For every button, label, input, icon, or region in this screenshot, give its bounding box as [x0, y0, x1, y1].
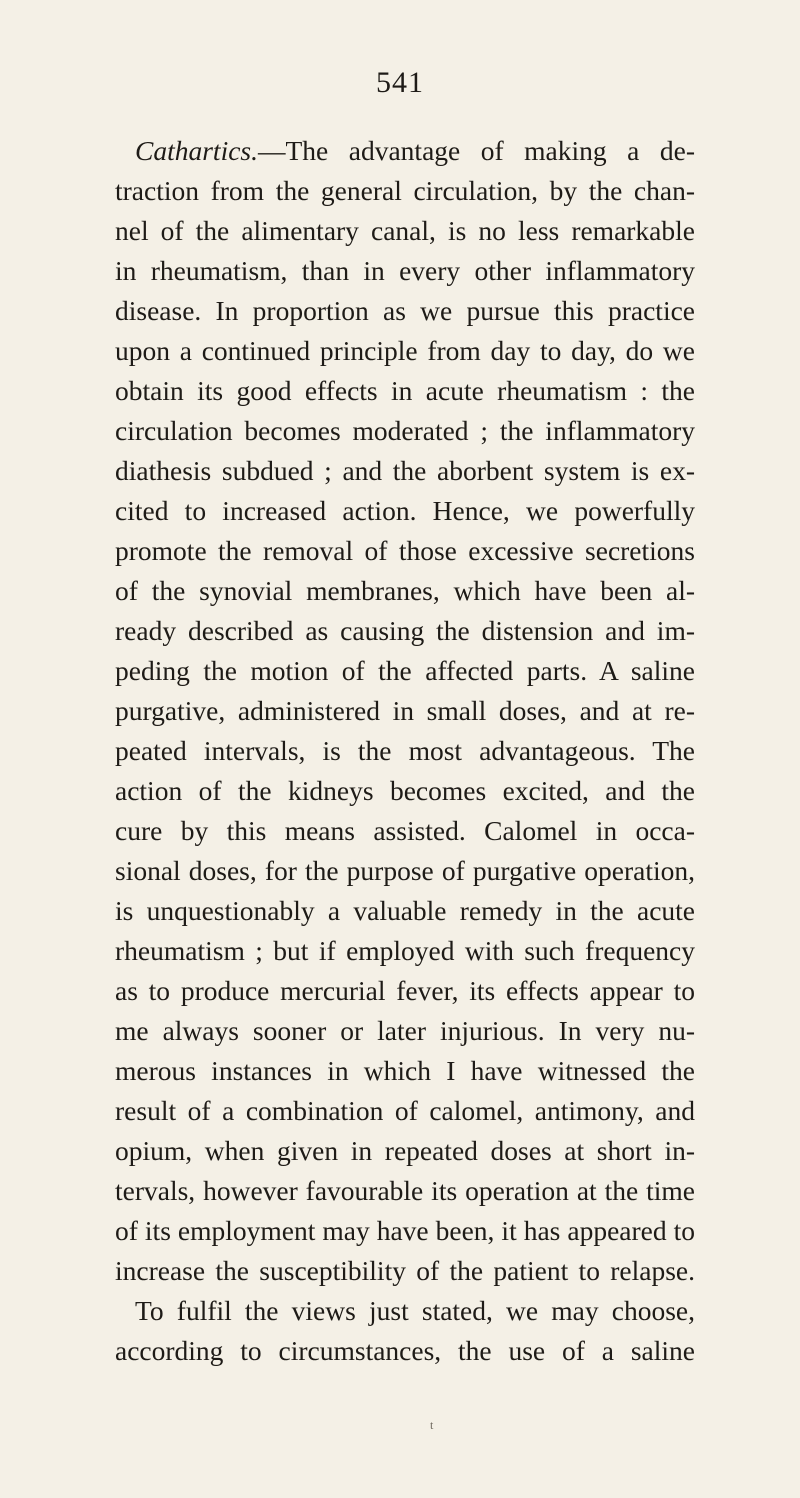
text-line-1	[135, 130, 695, 172]
text-line-8: circulation becomes moderated ; the inflammatory	[115, 415, 695, 446]
text-line-5: disease. In proportion as we pursue this practice	[115, 295, 695, 326]
section-title: Cathartics.	[135, 135, 258, 166]
text-line-14: peding the motion of the affected parts. A saline	[115, 655, 695, 686]
text-line-31: according to circumstances, the use of a saline	[115, 1335, 695, 1366]
text-line-15: purgative, administered in small doses, and at re-	[115, 695, 695, 726]
text-line-30: To fulfil the views just stated, we may choose,	[135, 1295, 695, 1326]
text-line-3: nel of the alimentary canal, is no less remarkable	[115, 215, 695, 246]
text-line-21: rheumatism ; but if employed with such frequency	[115, 935, 695, 966]
line-1-text: —The advantage of making a de-	[258, 135, 695, 166]
text-line-27: tervals, however favourable its operation at the time	[115, 1175, 695, 1206]
text-line-11: promote the removal of those excessive secretions	[115, 535, 695, 566]
text-line-10: cited to increased action. Hence, we powerfully	[115, 495, 695, 526]
text-line-20: is unquestionably a valuable remedy in the acute	[115, 895, 695, 926]
text-line-19: sional doses, for the purpose of purgative operation,	[115, 855, 695, 886]
text-line-7: obtain its good effects in acute rheumatism : the	[115, 375, 695, 406]
text-line-9: diathesis subdued ; and the aborbent system is ex-	[115, 455, 695, 486]
text-line-24: merous instances in which I have witnessed the	[115, 1055, 695, 1086]
text-line-17: action of the kidneys becomes excited, and the	[115, 775, 695, 806]
text-line-28: of its employment may have been, it has appeared to	[115, 1215, 695, 1246]
page-number: 541	[376, 66, 424, 99]
text-line-12: of the synovial membranes, which have been al-	[115, 575, 695, 606]
text-line-2: traction from the general circulation, by the chan-	[115, 175, 695, 206]
text-line-23: me always sooner or later injurious. In very nu-	[115, 1015, 695, 1046]
text-line-29: increase the susceptibility of the patient to relapse.	[115, 1255, 695, 1286]
text-line-13: ready described as causing the distension and im-	[115, 615, 695, 646]
text-line-22: as to produce mercurial fever, its effects appear to	[115, 975, 695, 1006]
text-line-4: in rheumatism, than in every other inflammatory	[115, 255, 695, 286]
text-line-16: peated intervals, is the most advantageous. The	[115, 735, 695, 766]
text-line-25: result of a combination of calomel, antimony, and	[115, 1095, 695, 1126]
text-line-6: upon a continued principle from day to day, do we	[115, 335, 695, 366]
text-line-26: opium, when given in repeated doses at short in-	[115, 1135, 695, 1166]
text-line-18: cure by this means assisted. Calomel in occa-	[115, 815, 695, 846]
footer-mark: t	[430, 1418, 434, 1432]
